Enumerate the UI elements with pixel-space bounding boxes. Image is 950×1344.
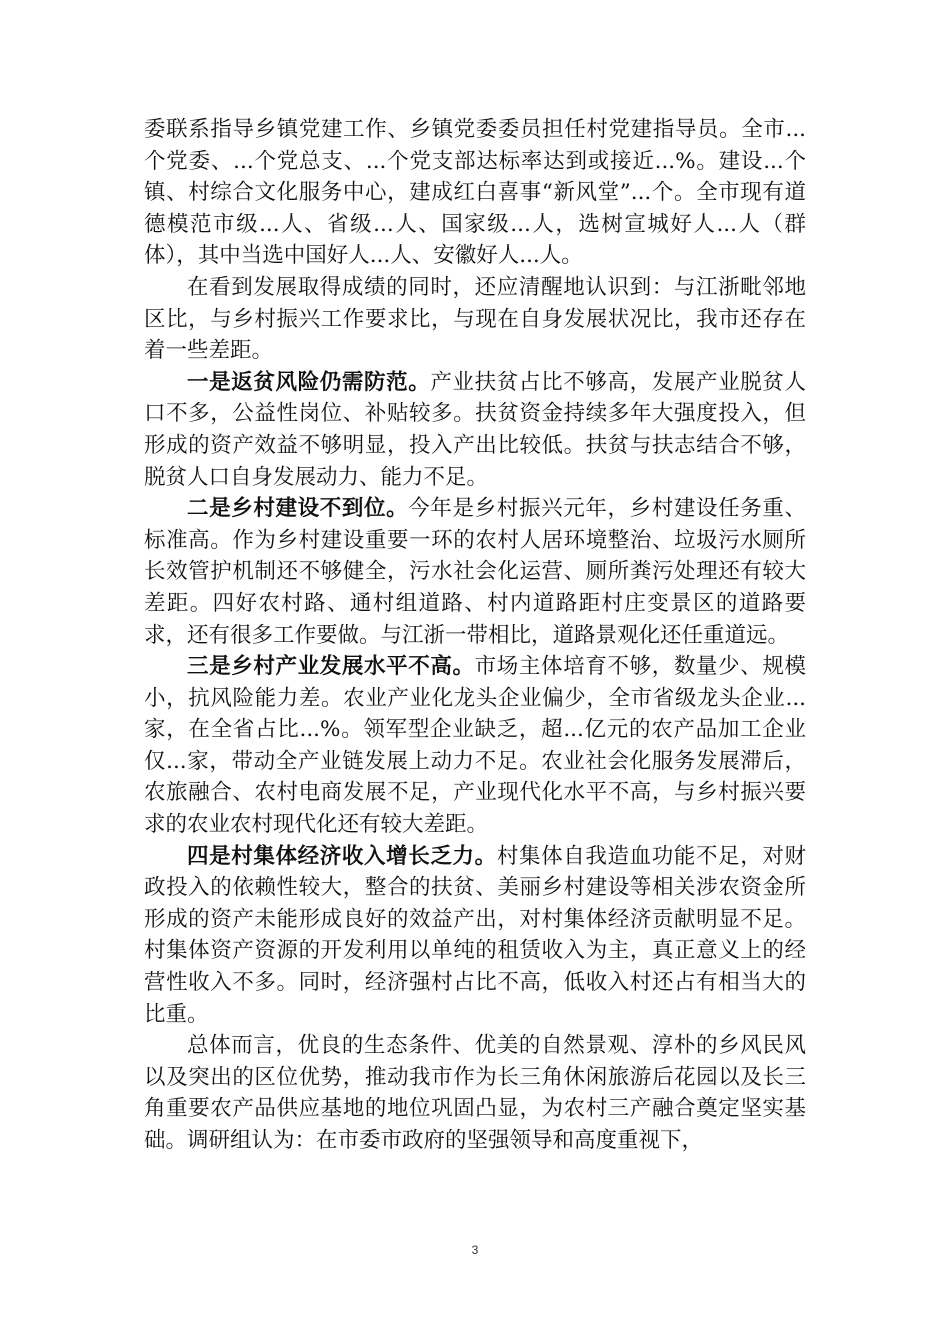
paragraph-7: [144, 1030, 806, 1156]
paragraph-2: [144, 272, 806, 367]
paragraph-text: 委联系指导乡镇党建工作、乡镇党委委员担任村党建指导员。全市...个党委、...个党总支、...个党支部达标率达到或接近...%。建设...个镇、村综合文化服务中心，建成红白喜事“新风堂”...个。全市现有道德模范市级...人、省级...人、国家级...人，选树宣城好人...人（群体），其中当选中国好人...人、安徽好人...人。: [144, 117, 806, 269]
page-number: 3: [471, 1243, 479, 1257]
paragraph-lead: 三是乡村产业发展水平不高。: [187, 654, 475, 680]
paragraph-lead: 二是乡村建设不到位。: [187, 496, 409, 522]
paragraph-text: 产业扶贫占比不够高，发展产业脱贫人口不多，公益性岗位、补贴较多。扶贫资金持续多年大强度投入，但形成的资产效益不够明显，投入产出比较低。扶贫与扶志结合不够，脱贫人口自身发展动力、能力不足。: [144, 369, 806, 490]
paragraph-1: [144, 114, 806, 272]
paragraph-4: [144, 493, 806, 651]
paragraph-5: [144, 651, 806, 841]
paragraph-lead: 四是村集体经济收入增长乏力。: [187, 843, 497, 869]
paragraph-text: 总体而言，优良的生态条件、优美的自然景观、淳朴的乡风民风以及突出的区位优势，推动我市作为长三角休闲旅游后花园以及长三角重要农产品供应基地的地位巩固凸显，为农村三产融合奠定坚实基础。调研组认为：在市委市政府的坚强领导和高度重视下，: [144, 1033, 806, 1153]
paragraph-text: 今年是乡村振兴元年，乡村建设任务重、标准高。作为乡村建设重要一环的农村人居环境整治、垃圾污水厕所长效管护机制还不够健全，污水社会化运营、厕所粪污处理还有较大差距。四好农村路、通村组道路、村内道路距村庄变景区的道路要求，还有很多工作要做。与江浙一带相比，道路景观化还任重道远。: [144, 496, 806, 648]
paragraph-3: [144, 367, 806, 493]
paragraph-lead: 一是返贫风险仍需防范。: [187, 369, 431, 395]
paragraph-6: [144, 841, 806, 1031]
paragraph-text: 在看到发展取得成绩的同时，还应清醒地认识到：与江浙毗邻地区比，与乡村振兴工作要求比，与现在自身发展状况比，我市还存在着一些差距。: [144, 274, 806, 364]
body-text: [144, 114, 806, 1157]
paragraph-text: 市场主体培育不够，数量少、规模小，抗风险能力差。农业产业化龙头企业偏少，全市省级龙头企业...家，在全省占比...%。领军型企业缺乏，超...亿元的农产品加工企业仅...家，带动全产业链发展上动力不足。农业社会化服务发展滞后，农旅融合、农村电商发展不足，产业现代化水平不高，与乡村振兴要求的农业农村现代化还有较大差距。: [144, 654, 806, 838]
paragraph-text: 村集体自我造血功能不足，对财政投入的依赖性较大，整合的扶贫、美丽乡村建设等相关涉农资金所形成的资产未能形成良好的效益产出，对村集体经济贡献明显不足。村集体资产资源的开发利用以单纯的租赁收入为主，真正意义上的经营性收入不多。同时，经济强村占比不高，低收入村还占有相当大的比重。: [144, 843, 806, 1027]
